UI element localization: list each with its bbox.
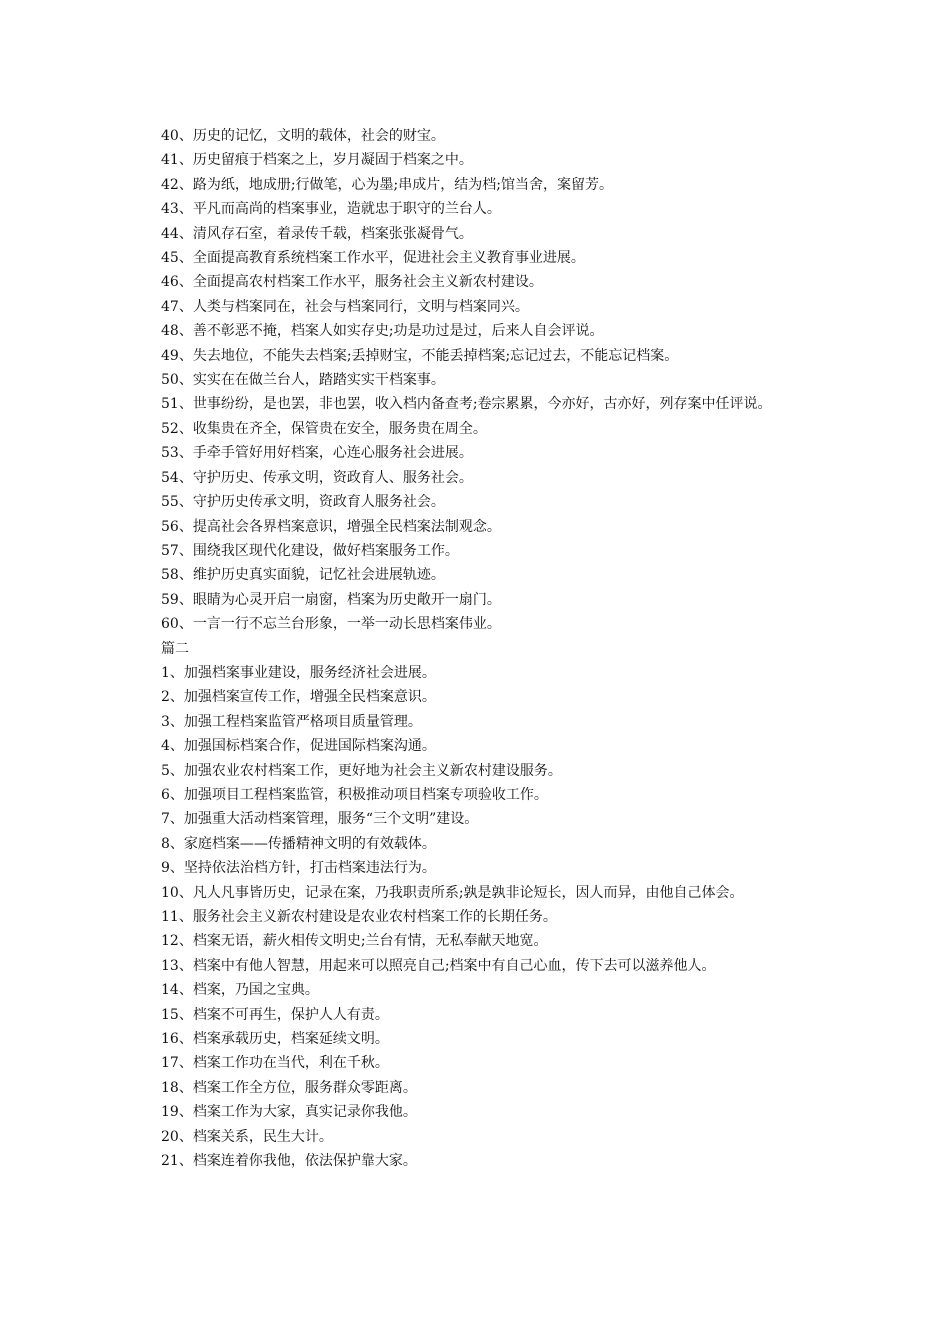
slogan-line: 13、档案中有他人智慧，用起来可以照亮自己;档案中有自己心血，传下去可以滋养他人。 <box>161 957 716 974</box>
slogan-line: 14、档案，乃国之宝典。 <box>161 982 319 999</box>
slogan-line: 53、手牵手管好用好档案，心连心服务社会进展。 <box>161 445 473 462</box>
slogan-line: 41、历史留痕于档案之上，岁月凝固于档案之中。 <box>161 152 473 169</box>
slogan-line: 60、一言一行不忘兰台形象，一举一动长思档案伟业。 <box>161 616 501 633</box>
slogan-line: 5、加强农业农村档案工作，更好地为社会主义新农村建设服务。 <box>161 762 562 779</box>
slogan-line: 16、档案承载历史，档案延续文明。 <box>161 1031 389 1048</box>
slogan-line: 40、历史的记忆，文明的载体，社会的财宝。 <box>161 128 445 144</box>
section-heading: 篇二 <box>161 640 189 657</box>
slogan-line: 54、守护历史、传承文明，资政育人、服务社会。 <box>161 469 473 486</box>
slogan-line: 42、路为纸，地成册;行做笔，心为墨;串成片，结为档;馆当舍，案留芳。 <box>161 176 613 193</box>
slogan-line: 58、维护历史真实面貌，记忆社会进展轨迹。 <box>161 567 445 584</box>
slogan-line: 50、实实在在做兰台人，踏踏实实干档案事。 <box>161 372 445 389</box>
slogan-line: 44、清风存石室，着录传千载，档案张张凝骨气。 <box>161 225 473 242</box>
slogan-line: 7、加强重大活动档案管理，服务“三个文明”建设。 <box>161 811 479 828</box>
slogan-line: 12、档案无语，薪火相传文明史;兰台有情，无私奉献天地宽。 <box>161 933 548 950</box>
slogan-line: 18、档案工作全方位，服务群众零距离。 <box>161 1079 417 1096</box>
slogan-line: 1、加强档案事业建设，服务经济社会进展。 <box>161 664 436 681</box>
slogan-line: 49、失去地位，不能失去档案;丢掉财宝，不能丢掉档案;忘记过去，不能忘记档案。 <box>161 347 679 364</box>
slogan-line: 11、服务社会主义新农村建设是农业农村档案工作的长期任务。 <box>161 909 557 925</box>
slogan-line: 43、平凡而高尚的档案事业，造就忠于职守的兰台人。 <box>161 201 501 218</box>
slogan-line: 4、加强国标档案合作，促进国际档案沟通。 <box>161 738 436 755</box>
slogan-line: 6、加强项目工程档案监管，积极推动项目档案专项验收工作。 <box>161 786 548 803</box>
document-body <box>143 124 833 1173</box>
slogan-line: 47、人类与档案同在，社会与档案同行，文明与档案同兴。 <box>161 298 529 315</box>
slogan-line: 17、档案工作功在当代，利在千秋。 <box>161 1055 389 1072</box>
slogan-line: 2、加强档案宣传工作，增强全民档案意识。 <box>161 689 436 706</box>
slogan-line: 9、坚持依法治档方针，打击档案违法行为。 <box>161 860 436 877</box>
slogan-line: 56、提高社会各界档案意识，增强全民档案法制观念。 <box>161 518 501 535</box>
slogan-line: 52、收集贵在齐全，保管贵在安全，服务贵在周全。 <box>161 420 487 437</box>
slogan-line: 8、家庭档案——传播精神文明的有效载体。 <box>161 835 436 852</box>
slogan-line: 57、围绕我区现代化建设，做好档案服务工作。 <box>161 542 459 559</box>
slogan-line: 19、档案工作为大家，真实记录你我他。 <box>161 1104 417 1121</box>
slogan-line: 59、眼睛为心灵开启一扇窗，档案为历史敞开一扇门。 <box>161 591 501 608</box>
slogan-line: 46、全面提高农村档案工作水平，服务社会主义新农村建设。 <box>161 274 543 291</box>
slogan-line: 20、档案关系，民生大计。 <box>161 1128 333 1145</box>
slogan-line: 10、凡人凡事皆历史，记录在案，乃我职责所系;孰是孰非论短长，因人而异，由他自己体会。 <box>161 884 744 901</box>
slogan-line: 21、档案连着你我他，依法保护靠大家。 <box>161 1153 417 1170</box>
slogan-line: 51、世事纷纷，是也罢，非也罢，收入档内备查考;卷宗累累，今亦好，古亦好，列存案中任评说。 <box>161 396 772 413</box>
slogan-line: 55、守护历史传承文明，资政育人服务社会。 <box>161 494 445 511</box>
slogan-line: 15、档案不可再生，保护人人有责。 <box>161 1006 389 1023</box>
slogan-line: 45、全面提高教育系统档案工作水平，促进社会主义教育事业进展。 <box>161 250 585 267</box>
slogan-line: 3、加强工程档案监管严格项目质量管理。 <box>161 713 422 730</box>
slogan-line: 48、善不彰恶不掩，档案人如实存史;功是功过是过，后来人自会评说。 <box>161 323 604 340</box>
